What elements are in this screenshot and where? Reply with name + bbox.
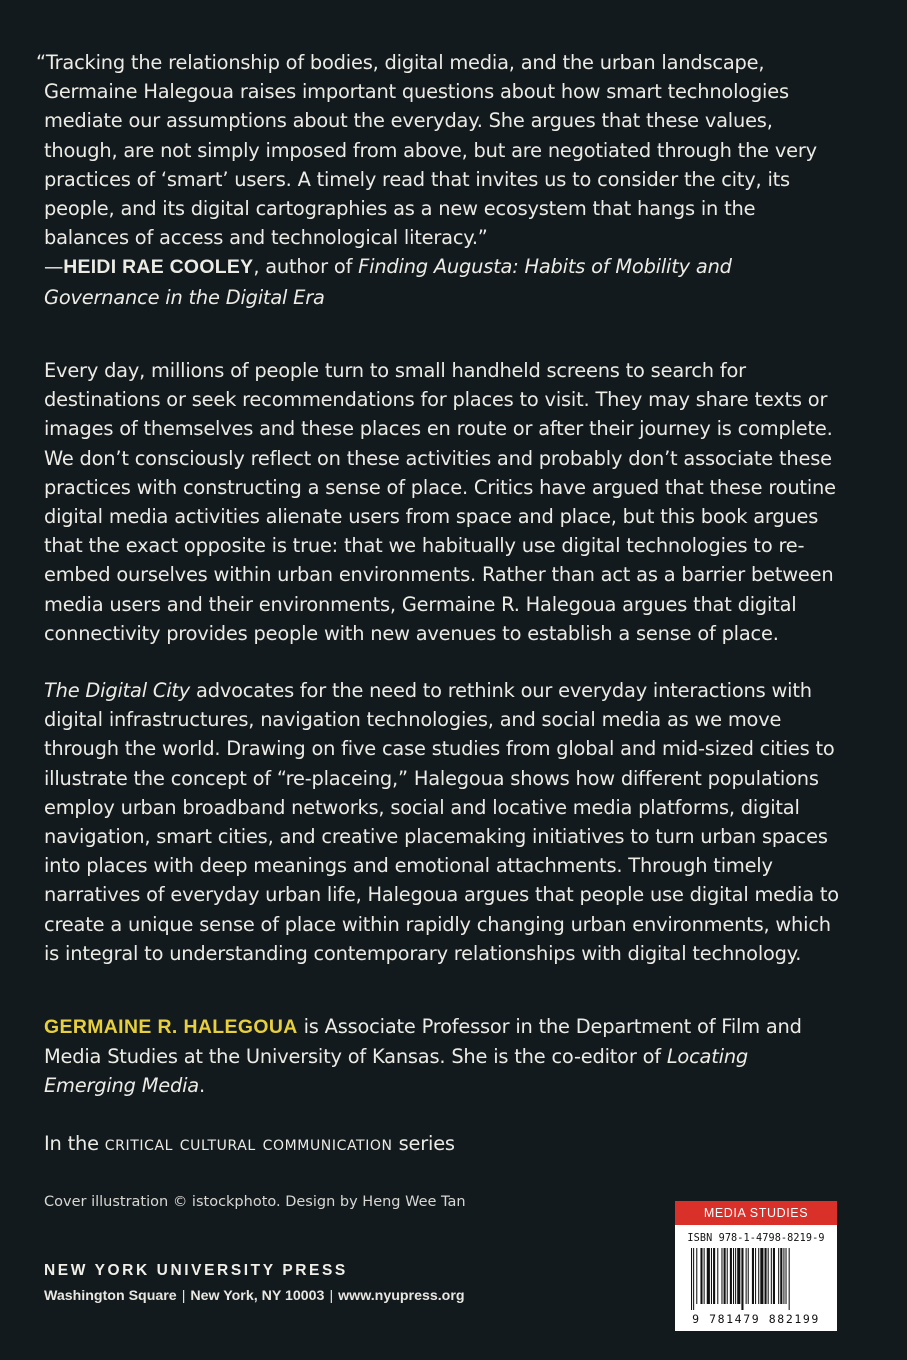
publisher-name: NEW YORK UNIVERSITY PRESS	[44, 1262, 348, 1279]
barcode-bar	[752, 1248, 754, 1304]
barcode-bar	[778, 1248, 779, 1304]
barcode-bar	[755, 1248, 756, 1304]
quote-text: “Tracking the relationship of bodies, digital media, and the urban landscape, Germaine Halegoua raises important questions about how smart technologies mediate our assumptions about the everyday. She argues that these values, though, are not simply imposed from above, but are negotiated through the very practices of ‘smart’ users. A timely read that invites us to consider the city, its people, and its digital cartographies as a new ecosystem that hangs in the balances of access and technological literacy.”	[36, 51, 817, 250]
barcode-bar	[691, 1248, 692, 1310]
barcode-bar	[741, 1248, 743, 1310]
barcode-bar	[783, 1248, 784, 1304]
isbn-number: ISBN 978-1-4798-8219-9	[687, 1233, 825, 1244]
endorsement-quote	[36, 48, 844, 312]
barcode-bar	[768, 1248, 769, 1304]
cover-credit: Cover illustration © istockphoto. Design by Heng Wee Tan	[44, 1194, 466, 1210]
barcode-bar	[724, 1248, 726, 1304]
series-line: In the critical cultural communication series	[44, 1132, 455, 1155]
attribution: —HEIDI RAE COOLEY, author of Finding Augusta: Habits of Mobility and Governance in the Digital Era	[44, 255, 732, 309]
barcode-bar	[730, 1248, 732, 1304]
barcode-bar	[711, 1248, 712, 1304]
author-name: GERMAINE R. HALEGOUA	[44, 1016, 298, 1038]
barcode-bar	[721, 1248, 722, 1304]
barcode-bar	[713, 1248, 715, 1304]
barcode-icon	[691, 1248, 821, 1310]
barcode-bar	[696, 1248, 697, 1304]
barcode-bar	[748, 1248, 749, 1304]
barcode-bar	[733, 1248, 734, 1304]
barcode-bar	[746, 1248, 747, 1304]
barcode-bar	[735, 1248, 736, 1304]
barcode-panel	[675, 1201, 837, 1331]
barcode-bar	[786, 1248, 787, 1304]
description-paragraph-1: Every day, millions of people turn to small handheld screens to search for destinations or seek recommendations for places to visit. They may share texts or images of themselves and these places en route or after their journey is complete. We don’t consciously reflect on these activities and probably don’t associate these practices with constructing a sense of place. Critics have argued that these routine digital media activities alienate users from space and place, but this book argues that the exact opposite is true: that we habitually use digital technologies to re-embed ourselves within urban environments. Rather than act as a barrier between media users and their environments, Germaine R. Halegoua argues that digital connectivity provides people with new avenues to establish a sense of place.	[44, 359, 836, 645]
author-bio: GERMAINE R. HALEGOUA is Associate Professor in the Department of Film and Media Studies at the University of Kansas. She is the co-editor of Locating Emerging Media.	[44, 1015, 802, 1098]
barcode-bar	[693, 1248, 694, 1310]
description-paragraph-2: The Digital City advocates for the need to rethink our everyday interactions with digital infrastructures, navigation technologies, and social media as we move through the world. Drawing on five case studies from global and mid-sized cities to illustrate the concept of “re-placeing,” Halegoua shows how different populations employ urban broadband networks, social and locative media platforms, digital navigation, smart cities, and creative placemaking initiatives to turn urban spaces into places with deep meanings and emotional attachments. Through timely narratives of everyday urban life, Halegoua argues that people use digital media to create a unique sense of place within rapidly changing urban environments, which is integral to understanding contemporary relationships with digital technology.	[44, 679, 839, 965]
quote-author-book: Finding Augusta: Habits of Mobility and Governance in the Digital Era	[44, 255, 732, 309]
category-label: MEDIA STUDIES	[675, 1201, 837, 1225]
barcode-bar	[780, 1248, 782, 1304]
barcode-bar	[765, 1248, 767, 1304]
publisher-address: Washington Square | New York, NY 10003 | www.nyupress.org	[44, 1288, 465, 1304]
barcode-bar	[707, 1248, 710, 1304]
barcode-bar	[771, 1248, 772, 1304]
barcode-bar	[727, 1248, 728, 1304]
barcode-bar	[700, 1248, 702, 1304]
ean-number: 9 781479 882199	[692, 1312, 820, 1326]
co-edited-book: Locating Emerging Media	[44, 1045, 749, 1098]
series-name: critical cultural communication	[104, 1132, 393, 1155]
publisher-website: www.nyupress.org	[338, 1288, 465, 1304]
barcode-bar	[717, 1248, 718, 1304]
barcode-bar	[704, 1248, 705, 1304]
barcode-bar	[737, 1248, 740, 1304]
book-title: The Digital City	[44, 679, 191, 702]
barcode-bar	[758, 1248, 759, 1304]
barcode-bar	[773, 1248, 775, 1304]
barcode-bar	[789, 1248, 790, 1310]
quote-author: HEIDI RAE COOLEY	[63, 256, 254, 279]
barcode-bar	[760, 1248, 763, 1304]
